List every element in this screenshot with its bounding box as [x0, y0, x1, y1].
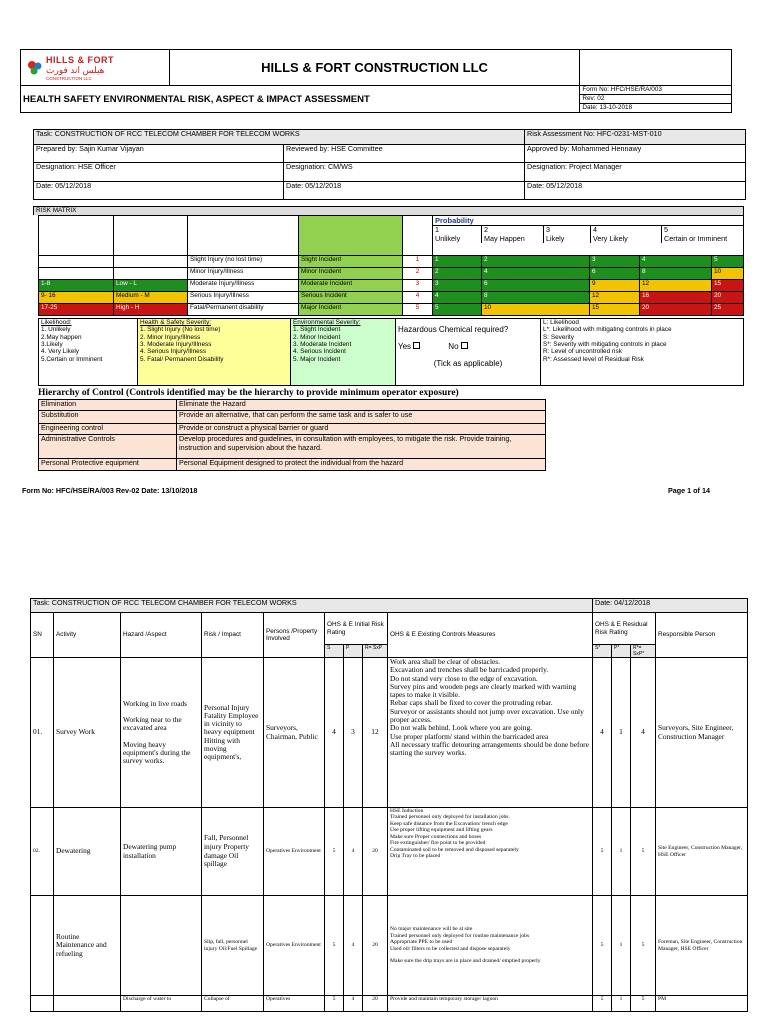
- probability-label: Probability: [435, 216, 474, 225]
- matrix-cell: 10: [712, 268, 744, 280]
- risk-matrix-table: [38, 215, 744, 316]
- matrix-row-5: [39, 304, 744, 316]
- matrix-cell: 20: [640, 304, 712, 316]
- prob-col-1: 1 Unlikely: [433, 226, 482, 244]
- matrix-row-3: [39, 280, 744, 292]
- risk-range: 17-25: [39, 304, 114, 316]
- row-r: 20: [363, 808, 388, 896]
- col-responsible: Responsible Person: [656, 613, 748, 658]
- row-risk: Personal Injury Fatality Employee in vicinity to heavy equipment Hitting with moving equipment's,: [202, 658, 264, 808]
- row-risk: Slip, fall, personnel injury Oil/Fuel Spillage: [202, 896, 264, 996]
- hierarchy-key: Elimination: [39, 400, 177, 411]
- matrix-cell: 2: [433, 268, 482, 280]
- probability-header: [433, 216, 744, 256]
- company-logo: [21, 50, 170, 86]
- date-reviewed: Date: 05/12/2018: [284, 182, 525, 200]
- col-p2: P*: [612, 645, 631, 658]
- form-number: Form No: HFC/HSE/RA/003: [580, 86, 732, 95]
- incident-label: Minor Incident: [299, 268, 403, 280]
- row-s: 5: [325, 996, 344, 1012]
- risk-assessment-number: Risk Assessment No: HFC-0231-MST-010: [525, 130, 746, 145]
- header-table: [20, 49, 732, 113]
- footer-form: Form No: HFC/HSE/RA/003 Rev-02 Date: 13/10/2018: [22, 486, 198, 495]
- row-sn: 02.: [31, 808, 54, 896]
- matrix-cell: 9: [590, 280, 640, 292]
- matrix-cell: 8: [482, 292, 590, 304]
- abbreviation-legend: L: Likelihood L*: Likelihood with mitigating controls in place S: Severity S*: Severity with mitigating controls in place R: Level of uncontrolled risk R*: Assessed level of Residual Risk: [541, 319, 744, 386]
- col-s: S: [325, 645, 344, 658]
- assessment-title: HEALTH SAFETY ENVIRONMENTAL RISK, ASPECT & IMPACT ASSESSMENT: [21, 86, 580, 113]
- row-controls: Work area shall be clear of obstacles. Excavation and trenches shall be barricaded properly. Do not stand very close to the edge of excavation. Survey pins and wooden pegs are clearly marked with warning tapes to make it visible. Rebar caps shall be fixed to cover the protruding rebar. Surveyor or assistants should not jump over excavation. Use only proper access. Do not walk behind. Look where you are going. Use proper platform/ stand within the barricaded area All necessary traffic detouring arrangements should be done before starting the survey works.: [388, 658, 593, 808]
- designation-preparer: Designation: HSE Officer: [34, 163, 284, 182]
- matrix-row-4: [39, 292, 744, 304]
- table-row: [31, 996, 748, 1012]
- prob-col-3: 3 Likely: [544, 226, 591, 244]
- row-r: 20: [363, 896, 388, 996]
- likelihood-legend: Likelihood: 1. Unlikely 2.May happen 3.Likely 4. Very Likely 5.Certain or Imminent: [39, 319, 138, 386]
- header-blank: [580, 50, 732, 86]
- row-p: 3: [344, 658, 363, 808]
- matrix-cell: 4: [433, 292, 482, 304]
- hierarchy-table: [38, 399, 546, 471]
- row-hazard: [121, 896, 202, 996]
- risk-matrix-label: RISK MATRIX: [33, 206, 744, 215]
- page2-task: Task: CONSTRUCTION OF RCC TELECOM CHAMBER FOR TELECOM WORKS: [31, 599, 593, 613]
- col-persons: Persons /Property Involved: [264, 613, 325, 658]
- no-checkbox[interactable]: [461, 342, 468, 349]
- row-persons: Operatives: [264, 996, 325, 1012]
- legend-table: [38, 318, 744, 386]
- designation-reviewer: Designation: CM/WS: [284, 163, 525, 182]
- page2-date: Date: 04/12/2018: [593, 599, 748, 613]
- severity-number: 1: [403, 256, 433, 268]
- col-r: R= SxP: [363, 645, 388, 658]
- env-severity-legend: Environmental Severity: 1. Slight Incident 2. Minor Incident 3. Moderate Incident 4. Serious Incident 5. Major Incident: [291, 319, 396, 386]
- company-name: HILLS & FORT CONSTRUCTION LLC: [169, 50, 580, 86]
- matrix-cell: 6: [590, 268, 640, 280]
- matrix-cell: 3: [433, 280, 482, 292]
- matrix-cell: 3: [590, 256, 640, 268]
- matrix-cell: 20: [712, 292, 744, 304]
- row-sn: [31, 896, 54, 996]
- row-s2: 5: [593, 896, 612, 996]
- row-responsible: Surveyors, Site Engineer, Construction Manager: [656, 658, 748, 808]
- prob-col-4: 4 Very Likely: [591, 226, 662, 244]
- matrix-cell: 5: [433, 304, 482, 316]
- severity-number: 5: [403, 304, 433, 316]
- row-p2: 1: [612, 996, 631, 1012]
- revision: Rev: 02: [580, 95, 732, 104]
- col-s2: S*: [593, 645, 612, 658]
- row-r2: 5: [631, 896, 656, 996]
- logo-text: HILLS & FORT: [46, 54, 114, 65]
- injury-label: Serious Injury/Illness: [188, 292, 299, 304]
- row-persons: Operatives Environment: [264, 808, 325, 896]
- row-s: 5: [325, 896, 344, 996]
- row-s: 5: [325, 808, 344, 896]
- hs-severity-legend: Health & Safety Severity: 1. Slight Injury (No lost time) 2. Minor Injury/Illness 3. Moderate Injury/Illness 4. Serious Injury/Illness 5. Fatal/ Permanent Disability: [138, 319, 291, 386]
- approved-by: Approved by: Mohammed Hennawy: [525, 145, 746, 163]
- table-row: [31, 658, 748, 808]
- hierarchy-key: Personal Protective equipment: [39, 459, 177, 471]
- row-controls: Provide and maintain temporary storage/ lagoon: [388, 996, 593, 1012]
- row-p2: 1: [612, 658, 631, 808]
- risk-level: Low - L: [114, 280, 188, 292]
- incident-label: Slight Incident: [299, 256, 403, 268]
- row-controls: HSE Induction Trained personnel only deployed for installation jobs. Keep safe distance from the Excavation/ trench edge Use proper lifting equipment and lifting gears Make sure Proper connections and hoses Fire extinguisher/ fire point to be provided Contaminated soil to be removed and disposed separately Drip Tray to be placed: [388, 808, 593, 896]
- row-p: 4: [344, 996, 363, 1012]
- matrix-row-1: [39, 256, 744, 268]
- matrix-cell: 16: [640, 292, 712, 304]
- row-controls: No major maintenance will be at site Trained personnel only deployed for routine maintenance jobs Appropriate PPE to be used Used oil/ filters to be collected and dispose separately Make sure the drip trays are in place and drained/ emptied properly: [388, 896, 593, 996]
- hierarchy-value: Eliminate the Hazard: [177, 400, 546, 411]
- col-p: P: [344, 645, 363, 658]
- date-prepared: Date: 05/12/2018: [34, 182, 284, 200]
- incident-label: Major Incident: [299, 304, 403, 316]
- col-initial-rating: OHS & E Initial Risk Rating: [325, 613, 388, 645]
- logo-sub: CONSTRUCTION LLC: [46, 75, 92, 81]
- row-persons: Operatives Environment: [264, 896, 325, 996]
- row-s2: 4: [593, 658, 612, 808]
- matrix-cell: 6: [482, 280, 590, 292]
- incident-label: Moderate Incident: [299, 280, 403, 292]
- risk-level: Medium - M: [114, 292, 188, 304]
- row-r2: 4: [631, 658, 656, 808]
- injury-label: Fatal/Permanent disability: [188, 304, 299, 316]
- prepared-by: Prepared by: Sajin Kumar Vijayan: [34, 145, 284, 163]
- risk-range: 1-8: [39, 280, 114, 292]
- hierarchy-key: Engineering control: [39, 424, 177, 435]
- severity-number: 2: [403, 268, 433, 280]
- incident-label: Serious Incident: [299, 292, 403, 304]
- row-r: 20: [363, 996, 388, 1012]
- row-activity: Dewatering: [54, 808, 121, 896]
- matrix-cell: 1: [433, 256, 482, 268]
- col-hazard: Hazard /Aspect: [121, 613, 202, 658]
- col-sn: SN: [31, 613, 54, 658]
- task-cell: Task: CONSTRUCTION OF RCC TELECOM CHAMBER FOR TELECOM WORKS: [34, 130, 525, 145]
- col-residual-rating: OHS & E Residual Risk Rating: [593, 613, 656, 645]
- chemical-question: Hazardous Chemical required? Yes No (Tick as applicable): [396, 319, 541, 386]
- matrix-cell: 2: [482, 256, 590, 268]
- col-controls: OHS & E Existing Controls Measures: [388, 613, 593, 658]
- matrix-cell: 15: [590, 304, 640, 316]
- matrix-cell: 10: [482, 304, 590, 316]
- matrix-cell: 4: [482, 268, 590, 280]
- matrix-cell: 5: [712, 256, 744, 268]
- designation-approver: Designation: Project Manager: [525, 163, 746, 182]
- table-row: [31, 896, 748, 996]
- col-activity: Activity: [54, 613, 121, 658]
- row-sn: [31, 996, 54, 1012]
- injury-label: Minor Injury/Illness: [188, 268, 299, 280]
- prob-col-5: 5 Certain or Imminent: [662, 226, 744, 244]
- hierarchy-key: Administrative Controls: [39, 435, 177, 459]
- row-p2: 1: [612, 896, 631, 996]
- risk-assessment-table: [30, 598, 748, 1012]
- hierarchy-value: Provide or construct a physical barrier or guard: [177, 424, 546, 435]
- date-approved: Date: 05/12/2018: [525, 182, 746, 200]
- row-p: 4: [344, 896, 363, 996]
- row-r: 12: [363, 658, 388, 808]
- row-p: 4: [344, 808, 363, 896]
- row-r2: 5: [631, 996, 656, 1012]
- matrix-cell: 25: [712, 304, 744, 316]
- row-r2: 5: [631, 808, 656, 896]
- hierarchy-title: Hierarchy of Control (Controls identified may be the hierarchy to provide minimum operator exposure): [38, 388, 459, 398]
- hierarchy-value: Develop procedures and guidelines, in consultation with employees, to mitigate the risk. Provide training, instruction and supervision about the hazard.: [177, 435, 546, 459]
- hierarchy-value: Provide an alternative, that can perform the same task and is safer to use: [177, 411, 546, 424]
- risk-level: High - H: [114, 304, 188, 316]
- logo-arabic: هيلس اند فورت: [46, 64, 105, 75]
- injury-label: Moderate Injury/Illness: [188, 280, 299, 292]
- reviewed-by: Reviewed by: HSE Committee: [284, 145, 525, 163]
- form-date: Date: 13-10-2018: [580, 104, 732, 113]
- row-activity: Survey Work: [54, 658, 121, 808]
- table-row: [31, 808, 748, 896]
- info-table: [33, 129, 746, 200]
- row-s2: 5: [593, 996, 612, 1012]
- matrix-cell: 12: [590, 292, 640, 304]
- col-r2: R*= SxP*: [631, 645, 656, 658]
- row-s2: 5: [593, 808, 612, 896]
- row-activity: Discharge of water to: [121, 996, 202, 1012]
- row-p2: 1: [612, 808, 631, 896]
- injury-label: Slight Injury (no lost time): [188, 256, 299, 268]
- row-sn: 01.: [31, 658, 54, 808]
- risk-range: 9- 16: [39, 292, 114, 304]
- row-persons: Surveyors, Chairman, Public: [264, 658, 325, 808]
- yes-checkbox[interactable]: [413, 342, 420, 349]
- hierarchy-value: Personal Equipment designed to protect the individual from the hazard: [177, 459, 546, 471]
- page-number: Page 1 of 14: [668, 486, 710, 495]
- row-responsible: Foreman, Site Engineer, Construction Manager, HSE Officer: [656, 896, 748, 996]
- severity-number: 4: [403, 292, 433, 304]
- hierarchy-key: Substitution: [39, 411, 177, 424]
- matrix-cell: 8: [640, 268, 712, 280]
- prob-col-2: 2 May Happen: [482, 226, 544, 244]
- col-risk: Risk / Impact: [202, 613, 264, 658]
- row-responsible: PM: [656, 996, 748, 1012]
- row-hazard: Dewatering pump installation: [121, 808, 202, 896]
- row-activity: Routine Maintenance and refueling: [54, 896, 121, 996]
- logo-mark-icon: [27, 60, 43, 76]
- matrix-row-2: [39, 268, 744, 280]
- row-hazard: Working in live roads Working near to the excavated area Moving heavy equipment's during the survey works.: [121, 658, 202, 808]
- row-risk: Collapse of: [202, 996, 264, 1012]
- row-risk: Fall, Personnel injury Property damage Oil spillage: [202, 808, 264, 896]
- matrix-cell: 4: [640, 256, 712, 268]
- row-s: 4: [325, 658, 344, 808]
- matrix-cell: 15: [712, 280, 744, 292]
- matrix-cell: 12: [640, 280, 712, 292]
- row-responsible: Site Engineer, Construction Manager, HSE Officer: [656, 808, 748, 896]
- severity-number: 3: [403, 280, 433, 292]
